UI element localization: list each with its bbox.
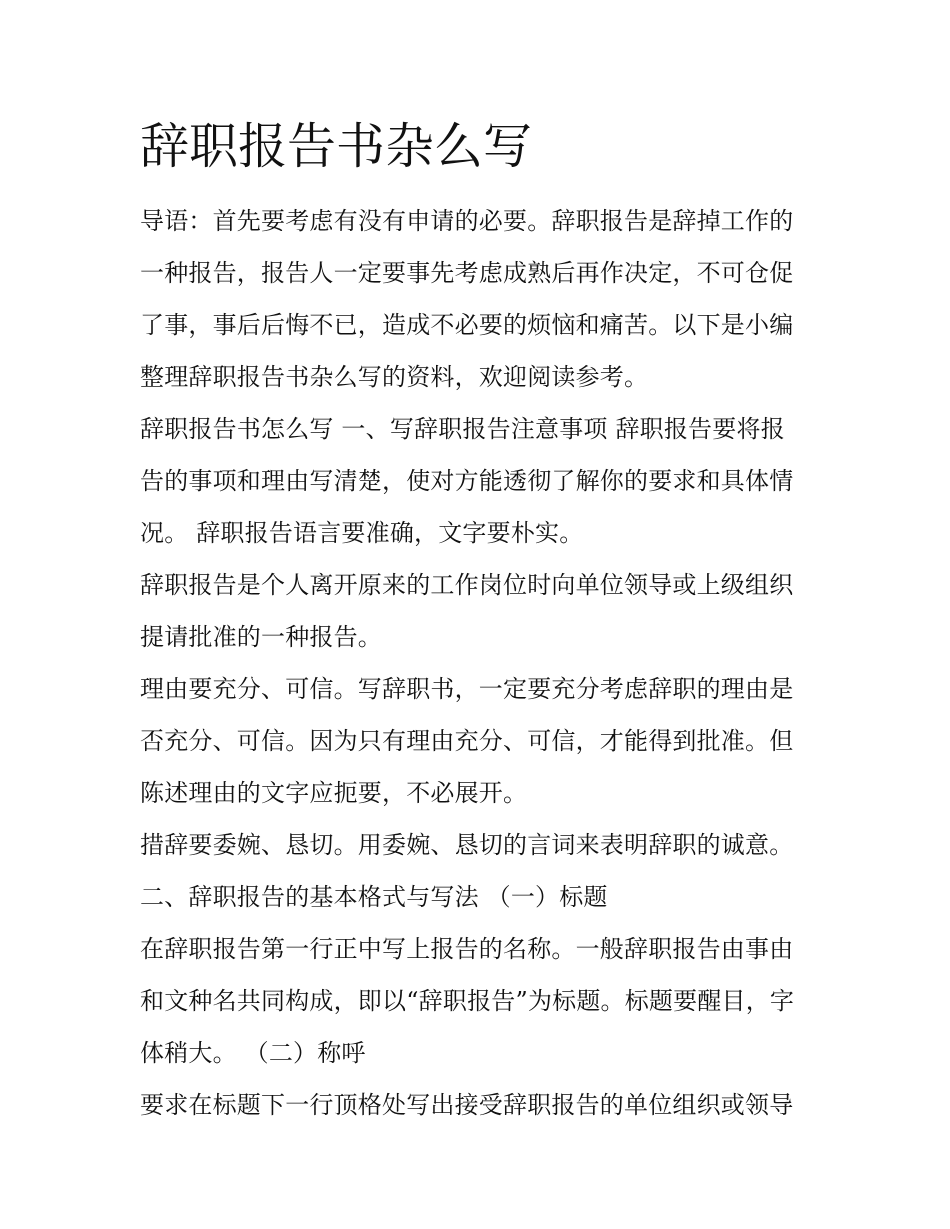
- body-line: 陈述理由的文字应扼要，不必展开。: [140, 779, 528, 807]
- body-line: 二、辞职报告的基本格式与写法 （一）标题: [140, 883, 608, 911]
- body-line: 一种报告，报告人一定要事先考虑成熟后再作决定，不可仓促: [140, 259, 794, 287]
- body-line: 和文种名共同构成，即以“辞职报告”为标题。标题要醒目，字: [140, 987, 795, 1015]
- body-line: 否充分、可信。因为只有理由充分、可信，才能得到批准。但: [140, 727, 794, 755]
- body-line: 措辞要委婉、恳切。用委婉、恳切的言词来表明辞职的诚意。: [140, 831, 794, 859]
- body-line: 况。 辞职报告语言要准确，文字要朴实。: [140, 519, 584, 547]
- body-line: 要求在标题下一行顶格处写出接受辞职报告的单位组织或领导: [140, 1091, 794, 1119]
- body-line: 体稍大。 （二）称呼: [140, 1039, 366, 1067]
- body-line: 辞职报告书怎么写 一、写辞职报告注意事项 辞职报告要将报: [140, 415, 785, 443]
- body-line: 了事，事后后悔不已，造成不必要的烦恼和痛苦。以下是小编: [140, 311, 794, 339]
- document-title: 辞职报告书杂么写: [140, 118, 533, 175]
- body-line: 导语：首先要考虑有没有申请的必要。辞职报告是辞掉工作的: [140, 207, 794, 235]
- body-line: 在辞职报告第一行正中写上报告的名称。一般辞职报告由事由: [140, 935, 794, 963]
- document-body: [140, 196, 812, 1132]
- body-line: 提请批准的一种报告。: [140, 623, 382, 651]
- body-line: 整理辞职报告书杂么写的资料，欢迎阅读参考。: [140, 363, 649, 391]
- body-line: 理由要充分、可信。写辞职书，一定要充分考虑辞职的理由是: [140, 675, 794, 703]
- body-line: 辞职报告是个人离开原来的工作岗位时向单位领导或上级组织: [140, 571, 794, 599]
- body-line: 告的事项和理由写清楚，使对方能透彻了解你的要求和具体情: [140, 467, 794, 495]
